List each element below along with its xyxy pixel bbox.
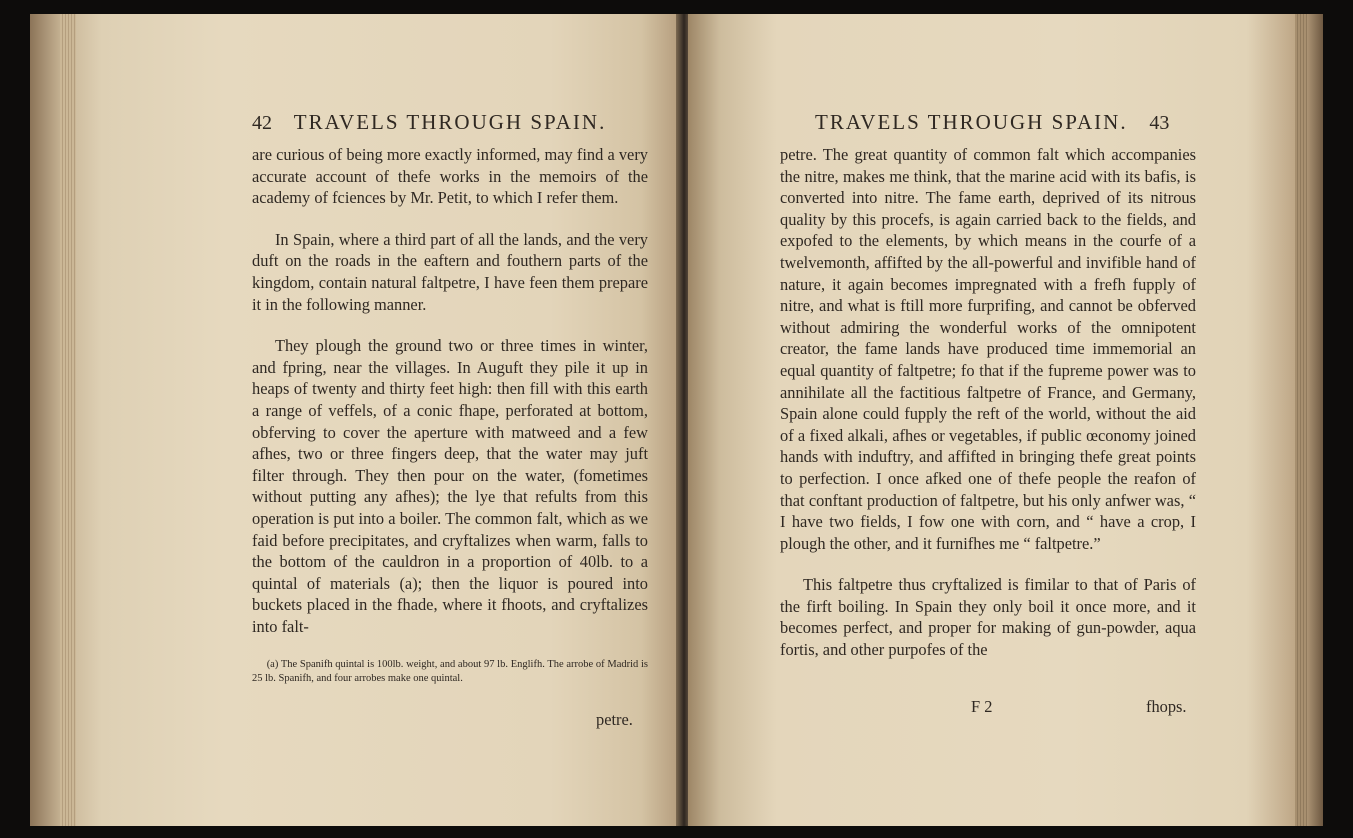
left-running-title: TRAVELS THROUGH SPAIN. bbox=[293, 110, 607, 134]
left-running-head bbox=[252, 110, 606, 135]
left-body-text bbox=[252, 144, 648, 657]
signature-mark: F 2 bbox=[971, 697, 993, 716]
right-paragraph-1: petre. The great quantity of common falt which accompanies the nitre, makes me think, that the marine acid with its bafis, is converted into nitre. The fame earth, deprived of its nitrous quality by this procefs, is again carried back to the fields, and expofed to the elements, by which means in the courfe of a twelvemonth, affifted by the all-powerful and invifible hand of nature, it again becomes impregnated with a frefh fupply of nitre, and what is ftill more furprifing, and cannot be obferved without admiring the wonderful works of the omnipotent creator, the fame lands have produced time immemorial an equal quantity of faltpetre; fo that if the fupreme power was to annihilate all the factitious faltpetre of France, and Germany, Spain alone could fupply the reft of the world, without the aid of a fixed alkali, afhes or vegetables, if public œconomy joined hands with induftry, and affifted in bringing thefe great points to perfection. I once afked one of thefe people the reafon of that conftant production of faltpetre, but his only anfwer was, “ I have two fields, I fow one with corn, and “ have a crop, I plough the other, and it furnifhes me “ faltpetre.” bbox=[780, 145, 1196, 553]
left-catchword: petre. bbox=[596, 710, 633, 729]
open-book bbox=[30, 14, 1323, 826]
left-page-edges bbox=[60, 14, 76, 826]
left-footnote: (a) The Spanifh quintal is 100lb. weight, and about 97 lb. Englifh. The arrobe of Madrid is 25 lb. Spanifh, and four arrobes make one quintal. bbox=[252, 659, 648, 684]
right-body-text bbox=[780, 144, 1196, 681]
left-paragraph-2: In Spain, where a third part of all the lands, and the very duft on the roads in the eaftern and fouthern parts of the kingdom, contain natural faltpetre, I have feen them prepare it in the following manner. bbox=[252, 229, 648, 314]
right-page-number: 43 bbox=[1149, 112, 1170, 134]
right-running-title: TRAVELS THROUGH SPAIN. bbox=[815, 110, 1128, 134]
left-page-number: 42 bbox=[252, 112, 272, 134]
right-paragraph-2: This faltpetre thus cryftalized is fimilar to that of Paris of the firft boiling. In Spain they only boil it once more, and it becomes perfect, and proper for making of gun-powder, aqua fortis, and other purpofes of the bbox=[780, 575, 1196, 660]
right-page-edges bbox=[1295, 14, 1307, 826]
left-paragraph-1: are curious of being more exactly informed, may find a very accurate account of thefe works in the memoirs of the academy of fciences by Mr. Petit, to which I refer them. bbox=[252, 145, 648, 208]
right-running-head bbox=[815, 110, 1169, 135]
right-page bbox=[688, 14, 1323, 826]
right-catchword: fhops. bbox=[1146, 697, 1187, 716]
left-paragraph-3: They plough the ground two or three times in winter, and fpring, near the villages. In Auguft they pile it up in heaps of twenty and thirty feet high: then fill with this earth a range of veffels, of a conic fhape, perforated at bottom, obferving to cover the aperture with matweed and a few afhes, two or three fingers deep, that the water may juft filter through. They then pour on the water, (fometimes without putting any afhes); the lye that refults from this operation is put into a boiler. The common falt, which as we faid before precipitates, and cryftalizes when warm, falls to the bottom of the cauldron in a proportion of 40lb. to a quintal of materials (a); then the liquor is poured into buckets placed in the fhade, where it fhoots, and cryftalizes into falt- bbox=[252, 336, 648, 636]
left-page bbox=[30, 14, 680, 826]
